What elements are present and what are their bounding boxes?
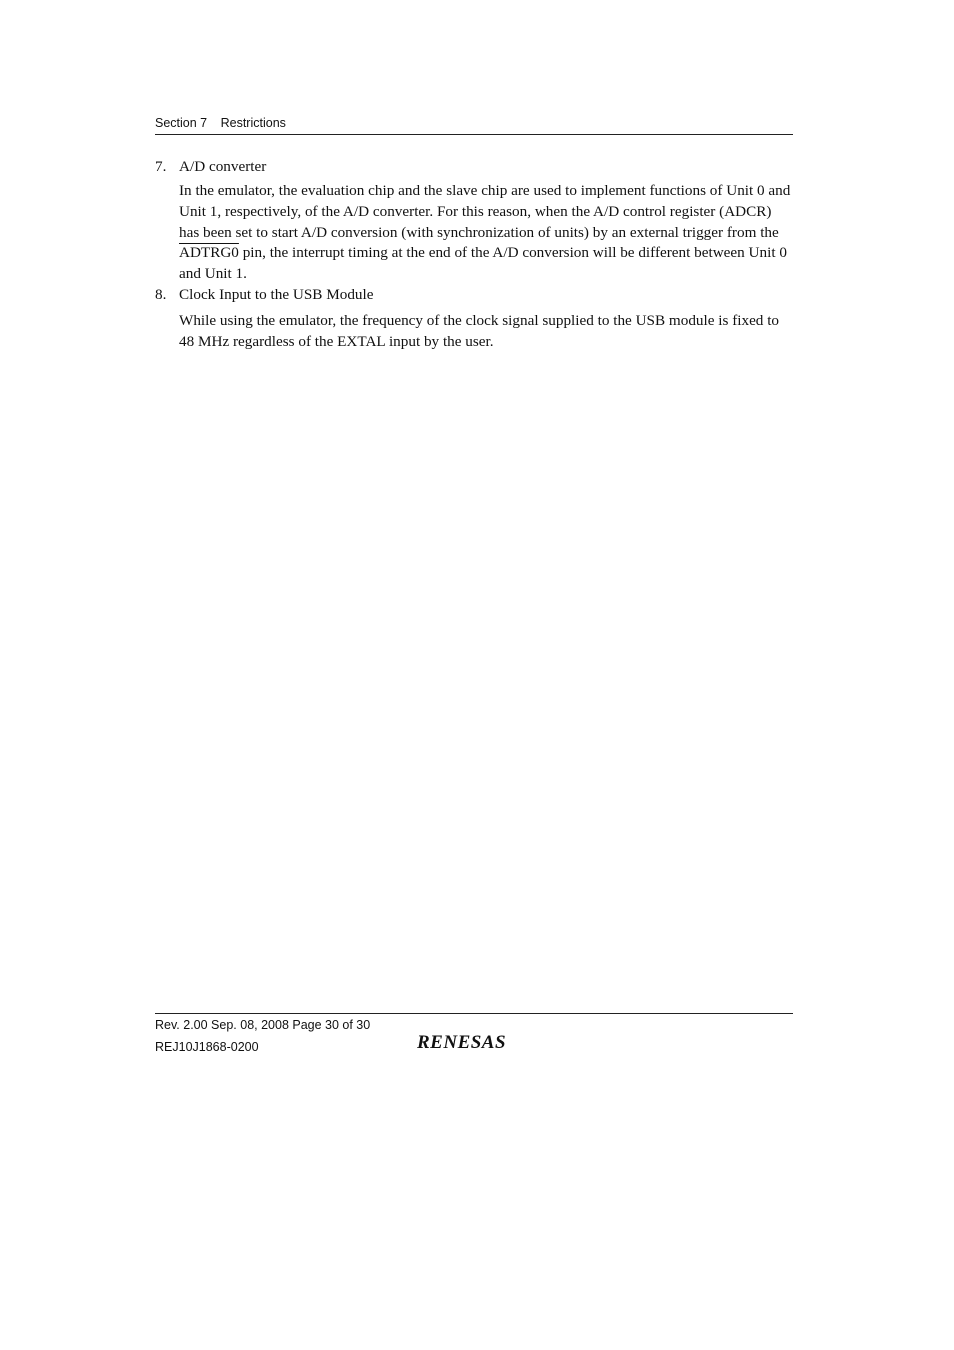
item-body	[179, 311, 793, 353]
list-item-8	[155, 285, 793, 353]
page-footer	[155, 1013, 793, 1054]
item-number: 7.	[155, 158, 167, 175]
logo-text: RENESAS	[417, 1032, 507, 1053]
section-title: Restrictions	[220, 116, 286, 130]
page-header	[155, 116, 793, 135]
item-number: 8.	[155, 285, 167, 303]
list-item-7	[155, 157, 793, 285]
adtrg0-signal: ADTRG0	[179, 244, 239, 262]
renesas-logo	[417, 1030, 537, 1054]
page-content	[155, 157, 793, 353]
item-heading: A/D converter	[179, 158, 267, 175]
document-number: REJ10J1868-0200	[155, 1040, 259, 1054]
revision-info: Rev. 2.00 Sep. 08, 2008 Page 30 of 30	[155, 1018, 371, 1032]
section-number: Section 7	[155, 116, 208, 130]
item-heading: Clock Input to the USB Module	[179, 285, 374, 303]
item-paragraph: While using the emulator, the frequency of the clock signal supplied to the USB module is fixed to 48 MHz regardless of the EXTAL input by the user.	[179, 311, 780, 350]
item-paragraph: In the emulator, the evaluation chip and the slave chip are used to implement functions of Unit 0 and Unit 1, respectively, of the A/D converter. For this reason, when the A/D control register (ADCR) has been set to start A/D conversion (with synchronization of units) by an external trigger from the ADTRG0 pin, the interrupt timing at the end of the A/D conversion will be different between Unit 0 and Unit 1.	[179, 182, 791, 283]
item-body	[179, 181, 793, 285]
